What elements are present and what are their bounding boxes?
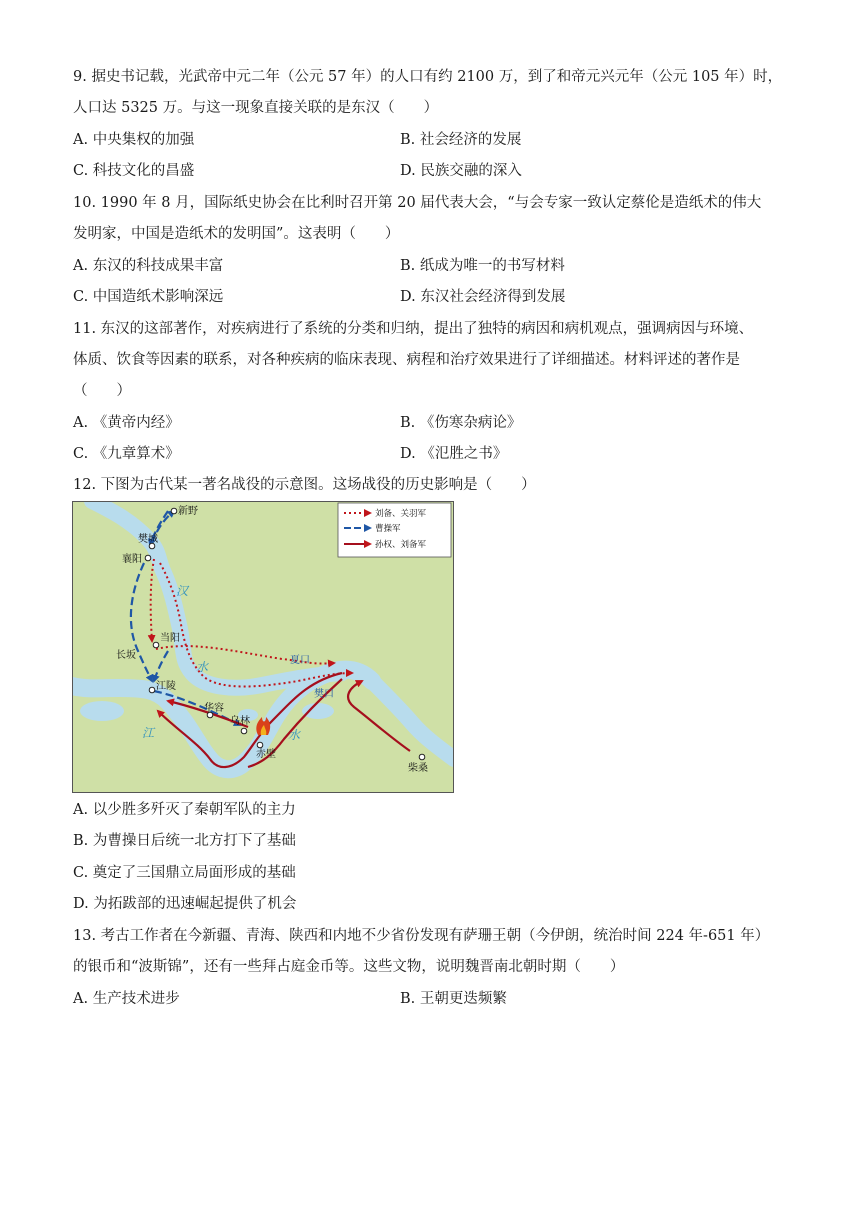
map-legend xyxy=(338,503,451,557)
q12-option-b: B. 为曹操日后统一北方打下了基础 xyxy=(73,833,296,849)
place-marker-chibi xyxy=(257,742,263,748)
q11-option-b: B. 《伤寒杂病论》 xyxy=(400,415,522,431)
place-fankou: 樊口 xyxy=(314,689,334,700)
q11-option-c: C. 《九章算术》 xyxy=(73,446,180,462)
battle-map xyxy=(72,501,454,793)
q12-option-a: A. 以少胜多歼灭了秦朝军队的主力 xyxy=(73,802,296,818)
q9-option-c: C. 科技文化的昌盛 xyxy=(73,163,195,179)
q10-option-c: C. 中国造纸术影响深远 xyxy=(73,289,224,305)
q13-option-b: B. 王朝更迭频繁 xyxy=(400,991,507,1007)
place-wulin: 乌林 xyxy=(230,716,250,727)
place-marker-wulin xyxy=(241,728,247,734)
place-marker-jiangling xyxy=(149,687,155,693)
q10-stem-line1: 10. 1990 年 8 月，国际纸史协会在比利时召开第 20 届代表大会，“与会专家一致认定蔡伦是造纸术的伟大 xyxy=(73,195,762,211)
place-fancheng: 樊城 xyxy=(138,534,158,545)
legend-label-caocao: 曹操军 xyxy=(375,524,401,534)
q10-option-b: B. 纸成为唯一的书写材料 xyxy=(400,258,565,274)
q11-stem-line3: （ ） xyxy=(73,383,131,399)
river-label-shui1: 水 xyxy=(196,660,209,674)
place-changban: 长坂 xyxy=(116,650,136,661)
place-marker-dangyang xyxy=(153,642,159,648)
place-marker-xinye xyxy=(171,508,177,514)
q13-option-a: A. 生产技术进步 xyxy=(73,991,180,1007)
river-label-han: 汉 xyxy=(176,584,189,598)
place-xinye: 新野 xyxy=(178,506,198,517)
q10-stem-line2: 发明家，中国是造纸术的发明国”。这表明（ ） xyxy=(73,226,400,242)
q13-stem-line1: 13. 考古工作者在今新疆、青海、陕西和内地不少省份发现有萨珊王朝（今伊朗，统治时间 224 年-651 年） xyxy=(73,928,770,944)
place-marker-xiangyang xyxy=(145,555,151,561)
place-xiangyang: 襄阳 xyxy=(122,554,142,565)
q12-stem-line1: 12. 下图为古代某一著名战役的示意图。这场战役的历史影响是（ ） xyxy=(73,477,536,493)
place-marker-chaisang xyxy=(419,754,425,760)
lake-west xyxy=(80,701,124,721)
q9-option-b: B. 社会经济的发展 xyxy=(400,132,522,148)
q10-option-a: A. 东汉的科技成果丰富 xyxy=(73,258,224,274)
q12-option-d: D. 为拓跋部的迅速崛起提供了机会 xyxy=(73,896,297,912)
q12-option-c: C. 奠定了三国鼎立局面形成的基础 xyxy=(73,865,296,881)
place-huarong: 华容 xyxy=(204,703,224,714)
place-xiakou: 夏口 xyxy=(290,655,310,666)
q9-option-a: A. 中央集权的加强 xyxy=(73,132,195,148)
q11-option-a: A. 《黄帝内经》 xyxy=(73,415,180,431)
legend-label-liubei-guanyu: 刘备、关羽军 xyxy=(375,509,427,519)
q9-option-d: D. 民族交融的深入 xyxy=(400,163,522,179)
legend-label-sunquan-liubei: 孙权、刘备军 xyxy=(375,540,427,550)
place-dangyang: 当阳 xyxy=(160,633,180,644)
q9-stem-line1: 9. 据史书记载，光武帝中元二年（公元 57 年）的人口有约 2100 万，到了和帝元兴元年（公元 105 年）时， xyxy=(73,69,783,85)
place-jiangling: 江陵 xyxy=(156,681,176,692)
q9-stem-line2: 人口达 5325 万。与这一现象直接关联的是东汉（ ） xyxy=(73,100,439,116)
place-chaisang: 柴桑 xyxy=(408,763,428,774)
river-label-shui2: 水 xyxy=(288,728,301,742)
q10-option-d: D. 东汉社会经济得到发展 xyxy=(400,289,566,305)
q11-option-d: D. 《氾胜之书》 xyxy=(400,446,508,462)
place-chibi: 赤壁 xyxy=(256,749,276,760)
river-label-jiang: 江 xyxy=(142,726,155,740)
q11-stem-line2: 体质、饮食等因素的联系，对各种疾病的临床表现、病程和治疗效果进行了详细描述。材料评述的著作是 xyxy=(73,352,740,368)
q13-stem-line2: 的银币和“波斯锦”，还有一些拜占庭金币等。这些文物，说明魏晋南北朝时期（ ） xyxy=(73,959,625,975)
lake-east xyxy=(302,703,334,719)
q11-stem-line1: 11. 东汉的这部著作，对疾病进行了系统的分类和归纳，提出了独特的病因和病机观点，强调病因与环境、 xyxy=(73,321,754,337)
